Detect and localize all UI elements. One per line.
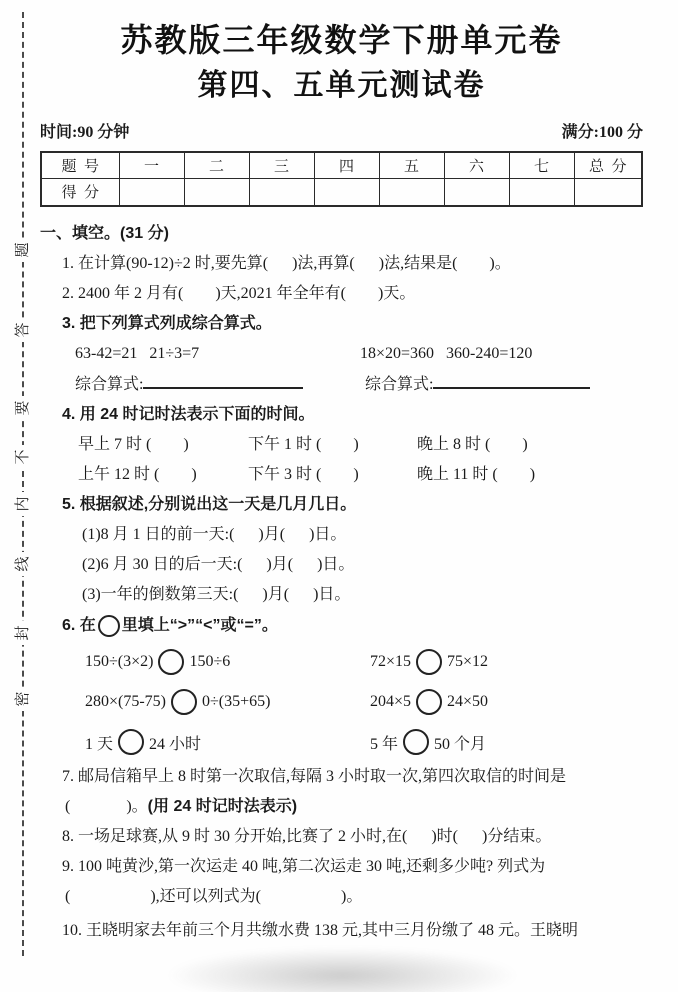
compare-circle-icon	[158, 649, 184, 675]
question-6-row-1	[85, 642, 643, 682]
time-limit-label: 时间:90 分钟	[40, 124, 130, 141]
q6-pair-left: 72×15	[370, 653, 412, 670]
score-cell	[249, 178, 314, 206]
q6-pair	[85, 689, 370, 715]
score-table-corner: 题 号	[41, 152, 119, 178]
q3-equations-right: 18×20=360 360-240=120	[360, 345, 533, 362]
q6-stem-suffix: 里填上“>”“<”或“=”。	[121, 617, 278, 634]
q3-answer-left	[75, 369, 365, 400]
q3-answer-label-right: 综合算式:	[365, 376, 434, 393]
score-table-col-total: 总 分	[574, 152, 642, 178]
q6-pair-right: 150÷6	[189, 653, 231, 670]
q6-pair-right: 24×50	[447, 693, 489, 710]
question-3-stem: 3. 把下列算式列成综合算式。	[62, 315, 272, 332]
question-4-row-2	[78, 460, 643, 490]
score-table-header-row	[41, 152, 642, 178]
score-cell	[444, 178, 509, 206]
section-1-heading: 一、填空。(31 分)	[40, 225, 169, 242]
q4-cell: 下午 3 时 ( )	[248, 466, 359, 483]
q3-answer-blank-left	[143, 369, 303, 389]
score-table-col: 六	[444, 152, 509, 178]
q6-pair-right: 50 个月	[434, 735, 487, 753]
q3-answer-label-left: 综合算式:	[75, 376, 144, 393]
q3-equations-left: 63-42=21 21÷3=7	[75, 345, 200, 362]
question-5-item-3: (3)一年的倒数第三天:( )月( )日。	[82, 586, 351, 603]
seal-dashed-rule	[22, 12, 24, 956]
seal-char: 要	[11, 396, 35, 420]
compare-circle-icon	[98, 615, 120, 637]
score-cell	[184, 178, 249, 206]
score-table-score-row	[41, 178, 642, 206]
question-10: 10. 王晓明家去年前三个月共缴水费 138 元,其中三月份缴了 48 元。王晓明	[62, 922, 579, 939]
seal-char: 不	[11, 445, 35, 469]
score-cell	[119, 178, 184, 206]
q6-pair	[85, 729, 370, 755]
q6-pair	[370, 729, 486, 755]
q4-cell: 早上 7 时 ( )	[78, 436, 189, 453]
seal-char: 线	[11, 552, 35, 576]
compare-circle-icon	[416, 649, 442, 675]
question-4-stem: 4. 用 24 时记时法表示下面的时间。	[62, 406, 315, 423]
question-7-line-2	[65, 792, 643, 822]
q3-answer-right	[365, 369, 590, 400]
q6-pair	[370, 689, 488, 715]
score-table	[40, 151, 643, 207]
paper-subtitle: 第四、五单元测试卷	[197, 69, 486, 102]
question-5-item-2: (2)6 月 30 日的后一天:( )月( )日。	[82, 556, 355, 573]
questions-area	[40, 219, 643, 946]
seal-char: 内	[11, 492, 35, 516]
question-1: 1. 在计算(90-12)÷2 时,要先算( )法,再算( )法,结果是( )。	[62, 255, 511, 272]
question-8: 8. 一场足球赛,从 9 时 30 分开始,比赛了 2 小时,在( )时( )分结束。	[62, 828, 552, 845]
q6-pair-left: 204×5	[370, 693, 412, 710]
q6-pair-right: 0÷(35+65)	[202, 693, 271, 710]
q4-cell: 晚上 11 时 ( )	[417, 466, 536, 483]
question-9-line-1: 9. 100 吨黄沙,第一次运走 40 吨,第二次运走 30 吨,还剩多少吨? 列式为	[62, 858, 546, 875]
full-score-label: 满分:100 分	[561, 124, 643, 141]
question-4-row-1	[78, 430, 643, 460]
compare-circle-icon	[403, 729, 429, 755]
q4-cell: 下午 1 时 ( )	[248, 436, 359, 453]
score-table-col: 二	[184, 152, 249, 178]
q6-pair-right: 24 小时	[149, 735, 202, 753]
score-table-col: 七	[509, 152, 574, 178]
scan-shadow-artifact	[170, 948, 515, 992]
score-table-col: 三	[249, 152, 314, 178]
question-2: 2. 2400 年 2 月有( )天,2021 年全年有( )天。	[62, 285, 416, 302]
compare-circle-icon	[118, 729, 144, 755]
compare-circle-icon	[416, 689, 442, 715]
q7-blank: ( )。	[65, 798, 148, 815]
exam-info-row	[40, 122, 643, 144]
score-table-col: 四	[314, 152, 379, 178]
paper-title: 苏教版三年级数学下册单元卷	[120, 22, 563, 58]
question-6-row-2	[85, 682, 643, 722]
question-5-item-1: (1)8 月 1 日的前一天:( )月( )日。	[82, 526, 347, 543]
score-cell	[574, 178, 642, 206]
q6-stem-prefix: 6. 在	[62, 617, 96, 634]
seal-char: 封	[11, 621, 35, 645]
score-cell	[379, 178, 444, 206]
q6-pair-left: 5 年	[370, 735, 399, 753]
score-cell	[509, 178, 574, 206]
q7-note: (用 24 时记时法表示)	[147, 798, 298, 815]
score-table-col: 五	[379, 152, 444, 178]
score-row-label: 得 分	[41, 178, 119, 206]
question-5-stem: 5. 根据叙述,分别说出这一天是几月几日。	[62, 496, 357, 513]
q6-pair-left: 150÷(3×2)	[85, 653, 154, 670]
q4-cell: 晚上 8 时 ( )	[417, 436, 528, 453]
question-7-line-1: 7. 邮局信箱早上 8 时第一次取信,每隔 3 小时取一次,第四次取信的时间是	[62, 768, 567, 785]
compare-circle-icon	[171, 689, 197, 715]
question-6-row-3	[85, 722, 643, 762]
q6-pair	[85, 649, 370, 675]
seal-char: 题	[11, 238, 35, 262]
q6-pair-left: 1 天	[85, 735, 114, 753]
question-3-answer-row	[75, 369, 643, 400]
q6-pair-left: 280×(75-75)	[85, 693, 167, 710]
seal-char: 密	[11, 687, 35, 711]
q6-pair-right: 75×12	[447, 653, 489, 670]
question-9-line-2: ( ),还可以列式为( )。	[65, 888, 363, 905]
question-6-stem	[62, 610, 643, 642]
q4-cell: 上午 12 时 ( )	[78, 466, 197, 483]
question-3-equations	[75, 339, 643, 369]
score-cell	[314, 178, 379, 206]
seal-char: 答	[11, 318, 35, 342]
score-table-col: 一	[119, 152, 184, 178]
q3-answer-blank-right	[433, 369, 590, 389]
q6-pair	[370, 649, 488, 675]
